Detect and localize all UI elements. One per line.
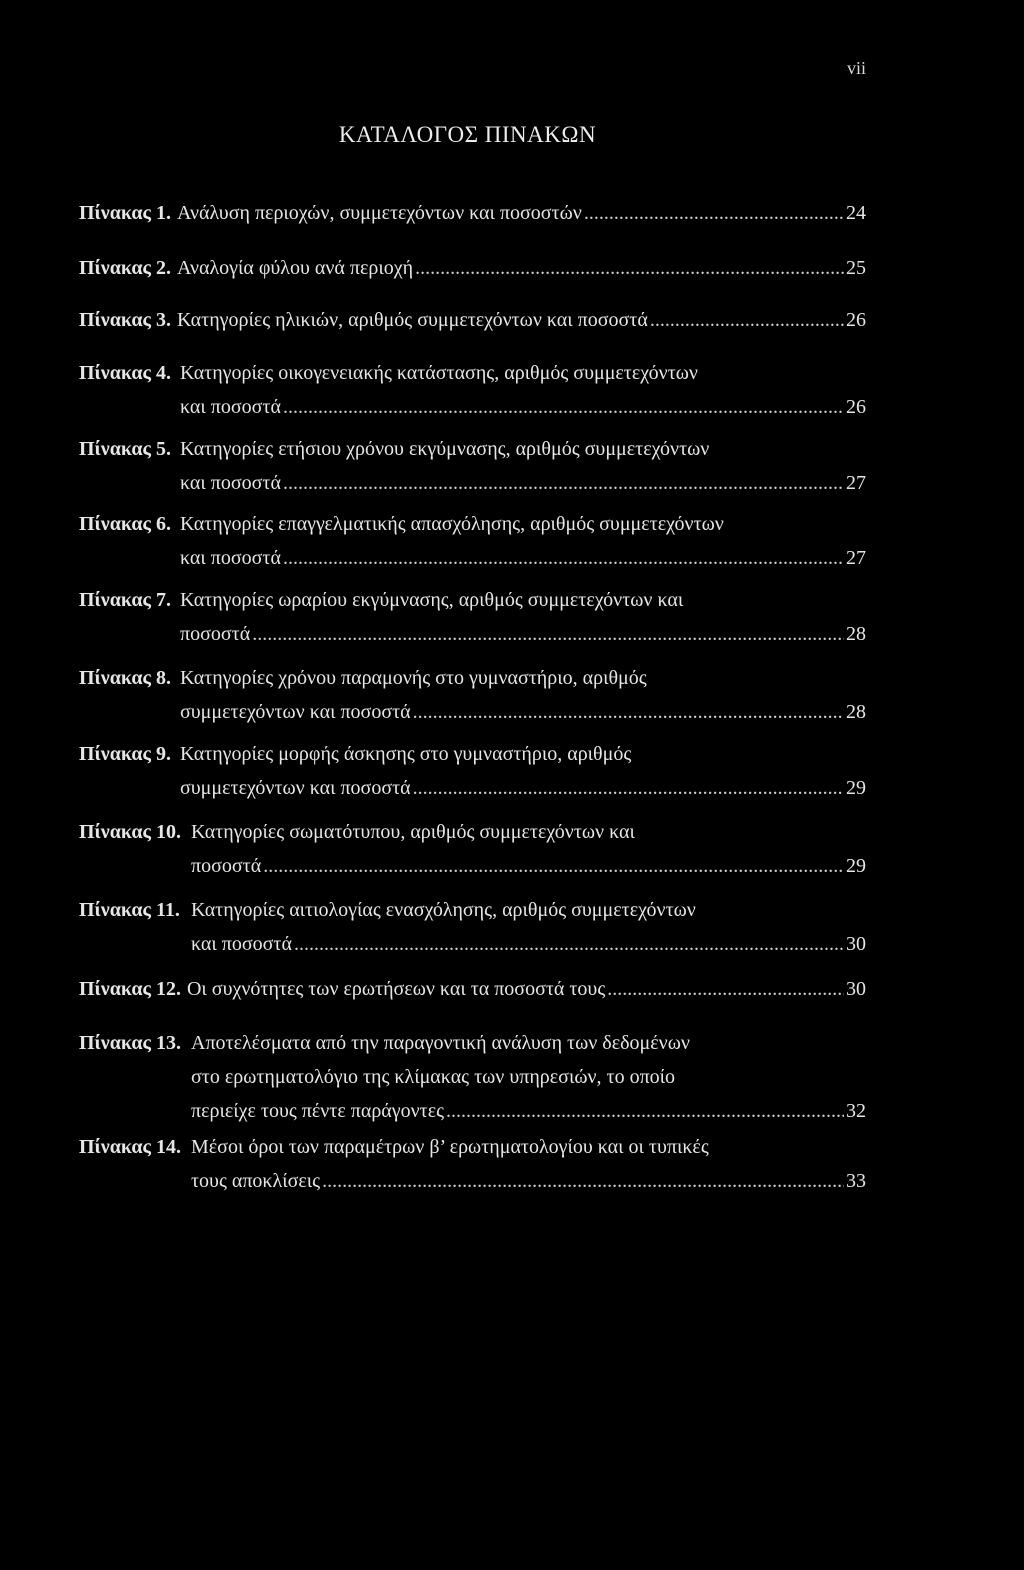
toc-entry-page-number: 28 [846, 701, 866, 723]
toc-entry[interactable] [79, 583, 866, 651]
toc-entry-page-number: 30 [846, 933, 866, 955]
toc-entry[interactable] [79, 303, 866, 337]
toc-entry-text: Κατηγορίες μορφής άσκησης στο γυμναστήριο, αριθμός [180, 743, 632, 765]
dot-leader [252, 617, 844, 651]
toc-entry-text: Κατηγορίες χρόνου παραμονής στο γυμναστήριο, αριθμός [180, 667, 647, 689]
toc-entry[interactable] [79, 661, 866, 729]
toc-entry[interactable] [79, 432, 866, 500]
toc-entry-label: Πίνακας 13. [79, 1032, 181, 1054]
dot-leader [446, 1094, 844, 1128]
toc-entry-page-number: 26 [846, 396, 866, 418]
toc-entry-page-number: 33 [846, 1170, 866, 1192]
toc-entry-text: ποσοστά [180, 623, 251, 645]
dot-leader [413, 771, 844, 805]
toc-entry-label: Πίνακας 4. [79, 362, 171, 384]
toc-entry-page-number: 32 [846, 1100, 866, 1122]
toc-entry-text: συμμετεχόντων και ποσοστά [180, 701, 411, 723]
toc-entry-page-number: 29 [846, 777, 866, 799]
dot-leader [584, 196, 844, 230]
toc-entry-label: Πίνακας 1. [79, 202, 171, 224]
toc-entry-label: Πίνακας 12. [79, 978, 181, 1000]
toc-entry-text: και ποσοστά [180, 472, 281, 494]
toc-entry-page-number: 24 [846, 202, 866, 224]
toc-entry-label: Πίνακας 9. [79, 743, 171, 765]
toc-entry-page-number: 29 [846, 855, 866, 877]
toc-entry[interactable] [79, 196, 866, 230]
toc-entry-label: Πίνακας 3. [79, 309, 171, 331]
dot-leader [283, 466, 844, 500]
toc-entry-page-number: 30 [846, 978, 866, 1000]
dot-leader [322, 1164, 844, 1198]
dot-leader [413, 695, 844, 729]
toc-entry-text: Κατηγορίες επαγγελματικής απασχόλησης, αριθμός συμμετεχόντων [180, 513, 724, 535]
page-title: ΚΑΤΑΛΟΓΟΣ ΠΙΝΑΚΩΝ [338, 122, 597, 147]
toc-entry[interactable] [79, 507, 866, 575]
dot-leader [283, 541, 844, 575]
toc-entry-label: Πίνακας 7. [79, 589, 171, 611]
toc-entry-label: Πίνακας 8. [79, 667, 171, 689]
dot-leader [650, 303, 844, 337]
toc-entry-text: Κατηγορίες οικογενειακής κατάστασης, αριθμός συμμετεχόντων [180, 362, 698, 384]
toc-entry-text: και ποσοστά [180, 547, 281, 569]
toc-entry-text: Κατηγορίες ηλικιών, αριθμός συμμετεχόντων και ποσοστά [176, 309, 648, 331]
toc-entry[interactable] [79, 893, 866, 961]
toc-entry[interactable] [79, 1026, 866, 1128]
toc-entry-label: Πίνακας 14. [79, 1136, 181, 1158]
toc-entry-text: Αποτελέσματα από την παραγοντική ανάλυση των δεδομένων [191, 1032, 690, 1054]
toc-entry[interactable] [79, 251, 866, 285]
page-number: vii [846, 58, 866, 78]
toc-entry-text: Κατηγορίες σωματότυπου, αριθμός συμμετεχόντων και [191, 821, 635, 843]
toc-entry-label: Πίνακας 2. [79, 257, 171, 279]
dot-leader [283, 390, 844, 424]
toc-entry[interactable] [79, 972, 866, 1006]
toc-entry[interactable] [79, 737, 866, 805]
toc-entry-page-number: 27 [846, 547, 866, 569]
toc-entry-page-number: 26 [846, 309, 866, 331]
toc-entry-text: Αναλογία φύλου ανά περιοχή [176, 257, 414, 279]
toc-entry-text: τους αποκλίσεις [191, 1170, 321, 1192]
toc-entry-page-number: 27 [846, 472, 866, 494]
dot-leader [607, 972, 844, 1006]
toc-entry-text: Ανάλυση περιοχών, συμμετεχόντων και ποσοστών [176, 202, 582, 224]
dot-leader [415, 251, 844, 285]
toc-entry-label: Πίνακας 5. [79, 438, 171, 460]
dot-leader [294, 927, 844, 961]
dot-leader [263, 849, 844, 883]
toc-entry[interactable] [79, 356, 866, 424]
toc-entry[interactable] [79, 1130, 866, 1198]
toc-entry-text: ποσοστά [191, 855, 262, 877]
toc-entry-text: Μέσοι όροι των παραμέτρων β’ ερωτηματολογίου και οι τυπικές [191, 1136, 709, 1158]
toc-entry-label: Πίνακας 10. [79, 821, 181, 843]
toc-entry-text: Οι συχνότητες των ερωτήσεων και τα ποσοστά τους [186, 978, 606, 1000]
toc-entry-page-number: 25 [846, 257, 866, 279]
toc-entry-text: Κατηγορίες ετήσιου χρόνου εκγύμνασης, αριθμός συμμετεχόντων [180, 438, 710, 460]
toc-entry-label: Πίνακας 6. [79, 513, 171, 535]
toc-entry-text: Κατηγορίες ωραρίου εκγύμνασης, αριθμός συμμετεχόντων και [180, 589, 684, 611]
toc-entry-text: και ποσοστά [191, 933, 292, 955]
toc-entry-text: Κατηγορίες αιτιολογίας ενασχόλησης, αριθμός συμμετεχόντων [191, 899, 696, 921]
toc-entry-text: περιείχε τους πέντε παράγοντες [191, 1100, 445, 1122]
toc-entry-text: και ποσοστά [180, 396, 281, 418]
toc-entry-label: Πίνακας 11. [79, 899, 180, 921]
toc-entry-text: συμμετεχόντων και ποσοστά [180, 777, 411, 799]
toc-entry[interactable] [79, 815, 866, 883]
toc-entry-text: στο ερωτηματολόγιο της κλίμακας των υπηρεσιών, το οποίο [191, 1066, 676, 1088]
toc-entry-page-number: 28 [846, 623, 866, 645]
